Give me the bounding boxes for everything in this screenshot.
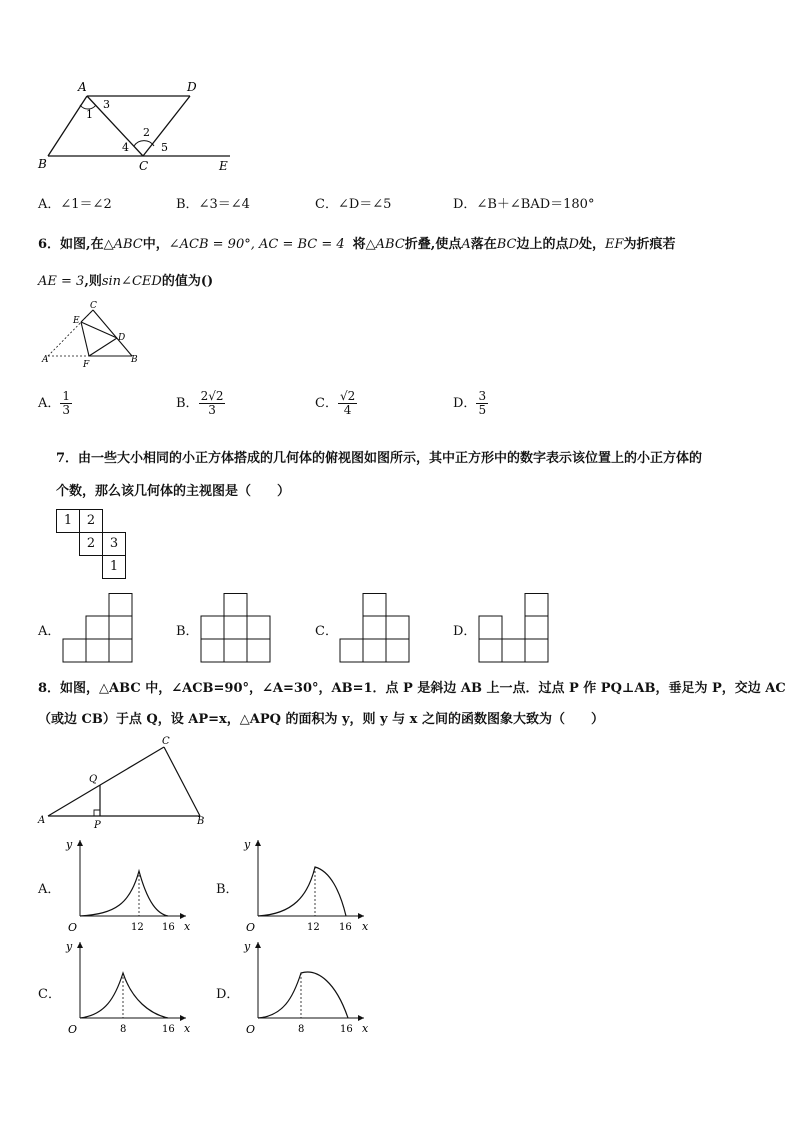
segment-ed <box>81 322 117 338</box>
segment-ef <box>81 322 89 356</box>
fraction <box>60 390 72 417</box>
segment-ac <box>48 747 164 816</box>
y-axis-label: y <box>244 838 251 851</box>
label-f: F <box>83 360 90 370</box>
x-axis-label: x <box>184 920 191 933</box>
q7-option-c-front-view[interactable] <box>339 593 411 665</box>
origin-label: O <box>68 1023 78 1036</box>
q8-option-c-graph[interactable] <box>60 938 192 1038</box>
q6-fold-figure <box>36 300 146 370</box>
segment-ec <box>81 310 93 322</box>
grid-cell: 1 <box>56 509 80 533</box>
y-axis-arrow-icon <box>77 840 83 846</box>
q6-math: BC <box>496 237 517 252</box>
q7-option-d-label[interactable]: D． <box>453 624 477 639</box>
fraction <box>476 390 488 417</box>
option-letter: C． <box>315 396 338 412</box>
q5-option-c[interactable] <box>315 193 391 212</box>
right-angle-mark <box>94 810 100 816</box>
label-d: D <box>118 333 126 343</box>
origin-label: O <box>68 921 78 934</box>
x-axis-arrow-icon <box>358 1015 364 1021</box>
option-text: ∠3＝∠4 <box>198 197 250 212</box>
function-curve <box>80 871 168 916</box>
tick-label: 16 <box>162 922 175 933</box>
label-b: B <box>197 816 205 827</box>
angle-label-4: 4 <box>122 141 129 154</box>
label-q: Q <box>89 774 98 785</box>
q8-triangle-figure <box>36 735 208 830</box>
q6-math: △ABC <box>365 237 405 252</box>
denominator: 3 <box>208 403 216 418</box>
q8-option-a-graph[interactable] <box>60 836 192 936</box>
segment-cb <box>164 747 200 816</box>
q5-parallelogram-figure <box>30 78 245 173</box>
q7-option-a-front-view[interactable] <box>62 593 134 665</box>
option-letter: C． <box>315 197 338 212</box>
option-letter: A． <box>38 396 61 412</box>
q6-text: 的值为() <box>161 274 214 289</box>
q7-option-d-front-view[interactable] <box>478 593 550 665</box>
q6-text: 处， <box>578 237 605 252</box>
x-axis-arrow-icon <box>358 913 364 919</box>
segment-ab <box>48 96 87 156</box>
q6-math: EF <box>604 237 624 252</box>
q6-option-d[interactable] <box>453 390 488 417</box>
tick-label: 8 <box>120 1024 127 1035</box>
origin-label: O <box>246 921 256 934</box>
angle-label-3: 3 <box>103 98 110 111</box>
label-e: E <box>73 316 80 326</box>
angle-label-1: 1 <box>86 108 93 121</box>
x-axis-arrow-icon <box>180 913 186 919</box>
q6-option-c[interactable] <box>315 390 357 417</box>
q6-stem-line1 <box>38 233 675 252</box>
q7-option-c-label[interactable]: C． <box>315 624 338 639</box>
denominator: 4 <box>343 403 352 418</box>
fraction <box>199 390 226 417</box>
q6-text: ,则 <box>84 274 102 289</box>
x-axis-label: x <box>362 1022 369 1035</box>
label-b: B <box>131 355 138 365</box>
tick-label: 16 <box>339 922 352 933</box>
label-c: C <box>139 159 149 173</box>
label-c: C <box>90 301 97 311</box>
option-letter: A． <box>38 197 61 212</box>
q6-text: 6．如图,在 <box>38 237 104 252</box>
q6-stem-line2 <box>38 270 213 289</box>
fraction <box>338 390 357 417</box>
label-a: A <box>78 80 87 94</box>
q6-math: sin∠CED <box>101 274 162 289</box>
function-curve <box>258 972 348 1018</box>
numerator: √2 <box>339 389 356 403</box>
q7-option-a-label[interactable]: A． <box>38 624 61 639</box>
y-axis-label: y <box>66 838 73 851</box>
q7-option-b-label[interactable]: B． <box>176 624 199 639</box>
numerator: 2√2 <box>200 389 224 403</box>
q7-stem-line2: 个数，那么该几何体的主视图是（ ） <box>56 484 291 499</box>
option-text: ∠B＋∠BAD＝180° <box>476 197 595 212</box>
x-axis-label: x <box>362 920 369 933</box>
grid-cell: 1 <box>102 555 126 579</box>
y-axis-label: y <box>66 940 73 953</box>
numerator: 1 <box>62 389 71 403</box>
option-letter: D． <box>453 197 477 212</box>
segment-fd <box>89 338 117 356</box>
q8-option-a-label[interactable]: A． <box>38 882 61 897</box>
q7-option-b-front-view[interactable] <box>200 593 272 665</box>
q6-text: 落在 <box>470 237 497 252</box>
q6-text: 中， <box>142 237 169 252</box>
option-text: ∠D＝∠5 <box>337 197 392 212</box>
tick-label: 12 <box>307 922 320 933</box>
y-axis-arrow-icon <box>255 840 261 846</box>
label-a: A <box>42 355 49 365</box>
option-letter: B． <box>176 197 199 212</box>
tick-label: 12 <box>131 922 144 933</box>
grid-cell: 3 <box>102 532 126 556</box>
q5-option-d[interactable] <box>453 193 594 212</box>
numerator: 3 <box>478 389 487 403</box>
denominator: 3 <box>62 403 71 418</box>
q8-stem-line2: （或边 CB）于点 Q，设 AP=x，△APQ 的面积为 y，则 y 与 x 之间的函数图象大致为（ ） <box>38 712 604 727</box>
q6-math: D <box>568 237 579 252</box>
q6-math: A <box>461 237 471 252</box>
q5-option-a[interactable] <box>38 193 112 212</box>
q6-math: ∠ACB = 90°, AC = BC = 4 <box>168 237 345 252</box>
label-p: P <box>94 820 101 830</box>
q6-text: 为折痕若 <box>623 237 676 252</box>
q8-option-c-label[interactable]: C． <box>38 987 61 1002</box>
q6-option-b[interactable] <box>176 390 225 417</box>
q8-option-b-label[interactable]: B． <box>216 882 239 897</box>
option-letter: D． <box>453 396 477 412</box>
q8-option-b-graph[interactable] <box>238 836 370 936</box>
angle-label-5: 5 <box>161 141 168 154</box>
option-letter: B． <box>176 396 199 412</box>
q6-math: △ABC <box>103 237 143 252</box>
function-curve <box>80 973 168 1018</box>
label-d: D <box>187 80 197 94</box>
tick-label: 16 <box>340 1024 353 1035</box>
q7-stem-line1: 7．由一些大小相同的小正方体搭成的几何体的俯视图如图所示，其中正方形中的数字表示该位置上的小正方体的 <box>56 451 703 466</box>
label-c: C <box>162 736 170 747</box>
option-text: ∠1＝∠2 <box>60 197 112 212</box>
q6-text: 折叠,使点 <box>404 237 462 252</box>
label-e: E <box>219 159 228 173</box>
y-axis-arrow-icon <box>255 942 261 948</box>
tick-label: 16 <box>162 1024 175 1035</box>
x-axis-arrow-icon <box>180 1015 186 1021</box>
q8-option-d-label[interactable]: D． <box>216 987 240 1002</box>
function-curve <box>258 867 346 916</box>
q6-math: AE = 3 <box>38 274 85 289</box>
q8-stem-line1: 8．如图，△ABC 中，∠ACB=90°，∠A=30°，AB=1．点 P 是斜边 AB 上一点．过点 P 作 PQ⊥AB，垂足为 P，交边 AC <box>38 681 786 696</box>
label-b: B <box>38 157 47 171</box>
origin-label: O <box>246 1023 256 1036</box>
y-axis-arrow-icon <box>77 942 83 948</box>
x-axis-label: x <box>184 1022 191 1035</box>
grid-cell: 2 <box>79 509 103 533</box>
q6-text: 边上的点 <box>516 237 569 252</box>
q8-option-d-graph[interactable] <box>238 938 370 1038</box>
grid-cell: 2 <box>79 532 103 556</box>
denominator: 5 <box>478 403 487 418</box>
label-a: A <box>38 815 46 826</box>
q6-option-a[interactable] <box>38 390 72 417</box>
y-axis-label: y <box>244 940 251 953</box>
tick-label: 8 <box>298 1024 305 1035</box>
q5-option-b[interactable] <box>176 193 250 212</box>
q6-text: 将 <box>352 237 366 252</box>
angle-label-2: 2 <box>143 126 150 139</box>
